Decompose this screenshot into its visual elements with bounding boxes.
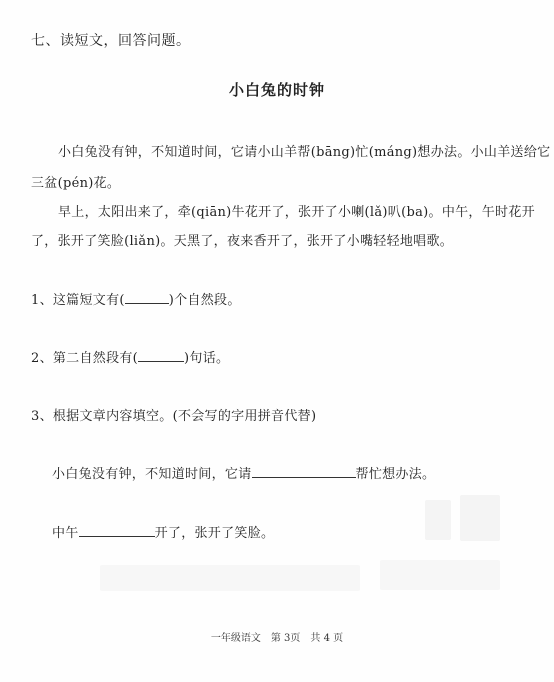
bleed-through-mark [425, 500, 451, 540]
page-footer: 一年级语文 第 3页 共 4 页 [210, 633, 344, 644]
question-2-suffix: )句话。 [184, 351, 230, 366]
bleed-through-mark [380, 560, 500, 590]
question-1-prefix: 1、这篇短文有( [31, 293, 125, 308]
bleed-through-mark [460, 495, 500, 541]
fill-in-1-suffix: 帮忙想办法。 [355, 467, 436, 482]
fill-in-1-answer-blank[interactable] [252, 477, 356, 478]
question-1-answer-blank[interactable] [125, 303, 169, 304]
story-line-1: 小白兔没有钟，不知道时间，它请小山羊帮(bāng)忙(máng)想办法。小山羊送给它 [58, 145, 551, 160]
fill-in-2-answer-blank[interactable] [79, 536, 155, 537]
fill-in-1-prefix: 小白兔没有钟，不知道时间，它请 [52, 467, 252, 482]
fill-in-2-prefix: 中午 [52, 526, 79, 541]
fill-in-2-suffix: 开了，张开了笑脸。 [154, 526, 275, 541]
question-3: 3、根据文章内容填空。(不会写的字用拼音代替) [31, 409, 317, 424]
question-2-answer-blank[interactable] [138, 361, 184, 362]
story-title: 小白兔的时钟 [228, 81, 325, 99]
fill-in-2 [52, 522, 274, 541]
question-2-prefix: 2、第二自然段有( [31, 351, 139, 366]
story-line-4: 了，张开了笑脸(liǎn)。天黑了，夜来香开了，张开了小嘴轻轻地唱歌。 [31, 234, 454, 249]
question-1-suffix: )个自然段。 [168, 293, 241, 308]
fill-in-1 [52, 463, 435, 482]
question-1 [31, 289, 241, 308]
story-line-3: 早上，太阳出来了，牵(qiān)牛花开了，张开了小喇(lǎ)叭(ba)。中午，午时花开 [58, 205, 535, 220]
story-line-2: 三盆(pén)花。 [31, 176, 121, 191]
question-2 [31, 347, 229, 366]
bleed-through-mark [100, 565, 360, 591]
section-title: 七、读短文，回答问题。 [31, 33, 191, 49]
